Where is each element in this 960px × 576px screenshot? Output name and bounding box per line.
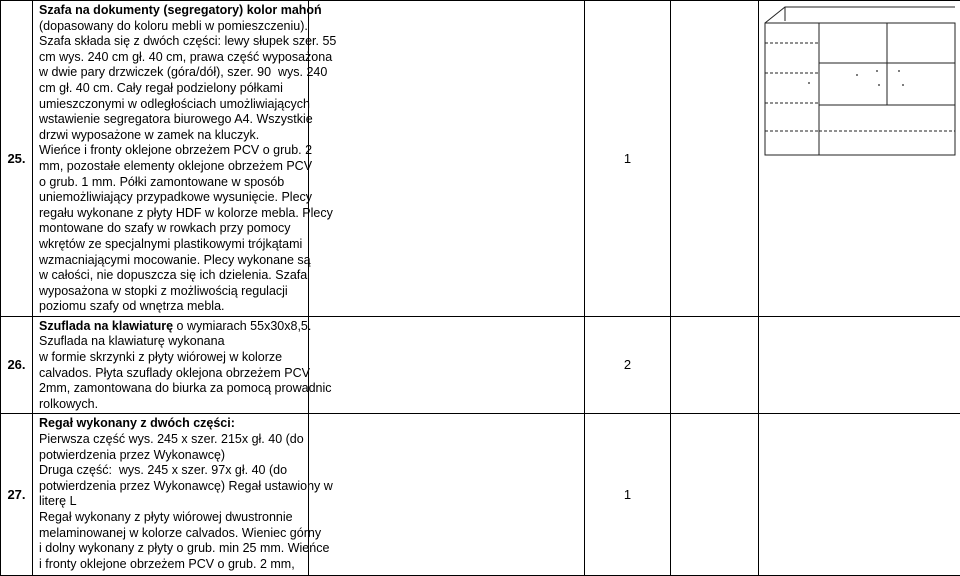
item-description (33, 414, 309, 576)
table-row (1, 316, 960, 414)
quantity: 1 (585, 1, 671, 317)
empty-cell (759, 414, 960, 576)
desc-line: Druga część: wys. 245 x szer. 97x gł. 40 (do (39, 463, 302, 479)
desc-line: wzmacniającymi mocowanie. Plecy wykonane są (39, 253, 302, 269)
desc-title-rest: o wymiarach 55x30x8,5. (173, 319, 311, 333)
desc-line: i dolny wykonany z płyty o grub. min 25 mm. Wieńce (39, 541, 302, 557)
desc-line: w dwie pary drzwiczek (góra/dół), szer. 90 wys. 240 (39, 65, 302, 81)
empty-cell (309, 316, 585, 414)
desc-line: w formie skrzynki z płyty wiórowej w kolorze (39, 350, 302, 366)
cabinet-top (765, 7, 955, 23)
empty-cell (671, 1, 759, 317)
row-number: 26. (1, 316, 33, 414)
cabinet-body (765, 23, 955, 155)
empty-cell (309, 414, 585, 576)
desc-line: cm gł. 40 cm. Cały regał podzielony półkami (39, 81, 302, 97)
desc-line: o grub. 1 mm. Półki zamontowane w sposób (39, 175, 302, 191)
desc-line: Szuflada na klawiaturę wykonana (39, 334, 302, 350)
door-handle (878, 84, 880, 86)
quantity: 2 (585, 316, 671, 414)
desc-line: cm wys. 240 cm gł. 40 cm, prawa część wyposażona (39, 50, 302, 66)
empty-cell (671, 316, 759, 414)
desc-line: w całości, nie dopuszcza się ich dzielenia. Szafa (39, 268, 302, 284)
desc-line: literę L (39, 494, 302, 510)
empty-cell (671, 414, 759, 576)
row-number: 25. (1, 1, 33, 317)
desc-line: i fronty oklejone obrzeżem PCV o grub. 2 mm, (39, 557, 302, 573)
desc-title (39, 319, 302, 335)
desc-title-bold: Szuflada na klawiaturę (39, 319, 173, 333)
cabinet-drawing (759, 1, 959, 161)
desc-line: Regał wykonany z płyty wiórowej dwustronnie (39, 510, 302, 526)
empty-cell (309, 1, 585, 317)
desc-line: melaminowanej w kolorze calvados. Wieniec górny (39, 526, 302, 542)
desc-line: drzwi wyposażone w zamek na kluczyk. (39, 128, 302, 144)
desc-line: regału wykonane z płyty HDF w kolorze mebla. Plecy (39, 206, 302, 222)
item-description (33, 316, 309, 414)
door-handle (856, 74, 858, 76)
desc-line: wstawienie segregatora biurowego A4. Wszystkie (39, 112, 302, 128)
desc-line: poziomu szafy od wnętrza mebla. (39, 299, 302, 315)
desc-line: Szafa na dokumenty (segregatory) kolor mahoń (39, 3, 302, 19)
item-description (33, 1, 309, 317)
desc-line: calvados. Płyta szuflady oklejona obrzeżem PCV (39, 366, 302, 382)
desc-line: potwierdzenia przez Wykonawcę) Regał ustawiony w (39, 479, 302, 495)
desc-line: potwierdzenia przez Wykonawcę) (39, 448, 302, 464)
desc-line: rolkowych. (39, 397, 302, 413)
desc-line: mm, pozostałe elementy oklejone obrzeżem PCV (39, 159, 302, 175)
desc-title: Regał wykonany z dwóch części: (39, 416, 302, 432)
desc-line: Wieńce i fronty oklejone obrzeżem PCV o grub. 2 (39, 143, 302, 159)
door-handle (808, 82, 810, 84)
door-handle (902, 84, 904, 86)
door-handle (898, 70, 900, 72)
cabinet-drawing-cell (759, 1, 960, 317)
desc-line: 2mm, zamontowana do biurka za pomocą prowadnic (39, 381, 302, 397)
desc-line: Pierwsza część wys. 245 x szer. 215x gł. 40 (do (39, 432, 302, 448)
desc-line: umieszczonymi w odległościach umożliwiających (39, 97, 302, 113)
desc-line: montowane do szafy w rowkach przy pomocy (39, 221, 302, 237)
quantity: 1 (585, 414, 671, 576)
table-row (1, 1, 960, 317)
desc-line: wyposażona w stopki z możliwością regulacji (39, 284, 302, 300)
door-handle (876, 70, 878, 72)
desc-line: wkrętów ze specjalnymi plastikowymi trójkątami (39, 237, 302, 253)
row-number: 27. (1, 414, 33, 576)
desc-line: uniemożliwiający przypadkowe wysunięcie. Plecy (39, 190, 302, 206)
table-row (1, 414, 960, 576)
empty-cell (759, 316, 960, 414)
desc-line: (dopasowany do koloru mebli w pomieszczeniu). (39, 19, 302, 35)
desc-line: Szafa składa się z dwóch części: lewy słupek szer. 55 (39, 34, 302, 50)
